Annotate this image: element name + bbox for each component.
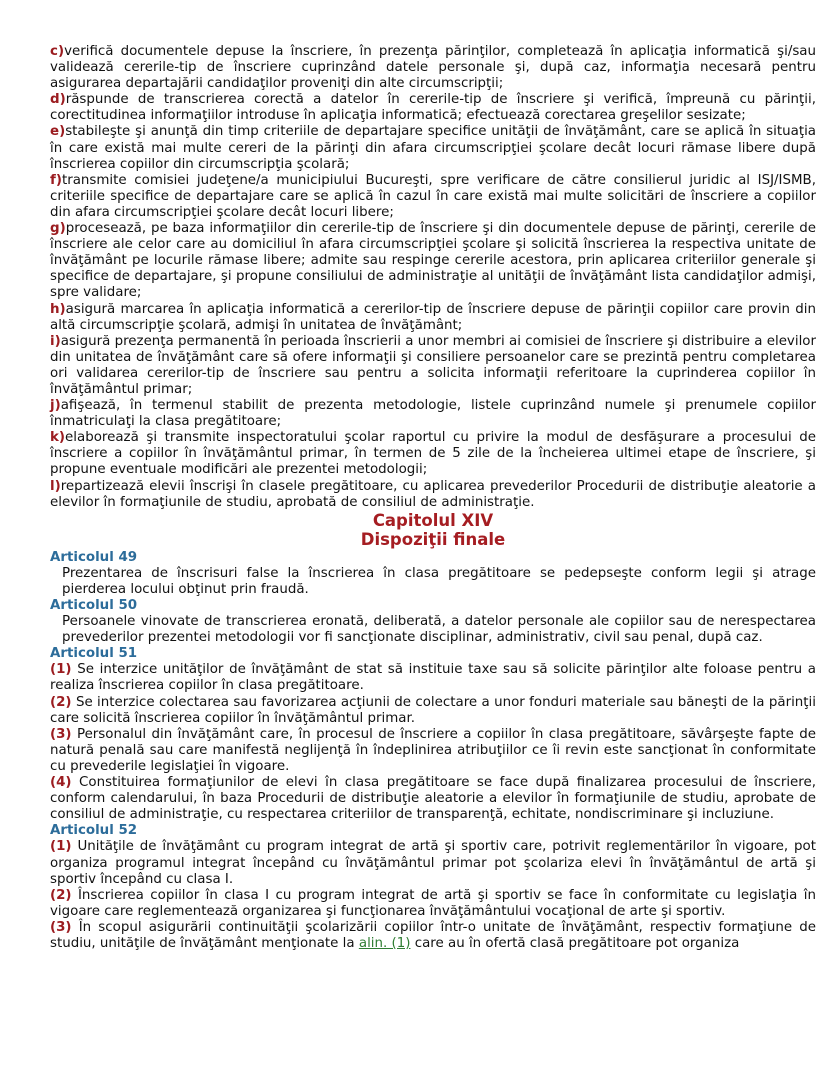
item-label: g) bbox=[50, 221, 66, 237]
list-item-l bbox=[50, 479, 816, 511]
paragraph-text: În scopul asigurării continuităţii şcolarizării copiilor într-o unitate de învăţământ, respectiv formaţiune de studiu, unităţile de învăţământ menţionate la bbox=[50, 919, 816, 951]
item-label: j) bbox=[50, 398, 61, 414]
article-51-paragraph-3 bbox=[50, 727, 816, 775]
article-50-title: Articolul 50 bbox=[50, 598, 138, 613]
item-text: transmite comisiei judeţene/a municipiului Bucureşti, spre verificare de către consilierul juridic al ISJ/ISMB, criteriile specifice de departajare care se aplică în cazul în care există mai multe solicitări de înscriere a copiilor din afara circumscripţiei şcolare decât locuri libere; bbox=[50, 172, 816, 220]
paragraph-label: (4) bbox=[50, 775, 72, 791]
item-label: h) bbox=[50, 301, 66, 317]
paragraph-text: Constituirea formaţiunilor de elevi în clasa pregătitoare se face după finalizarea procesului de înscriere, conform calendarului, în baza Procedurii de distribuţie aleatorie a elevilor în formaţiunile de studiu, aprobate de consiliul de administraţie, cu respectarea criteriilor de transparenţă, echitate, nondiscriminare şi incluziune. bbox=[50, 775, 816, 823]
list-item-k bbox=[50, 430, 816, 478]
article-51-paragraph-4 bbox=[50, 775, 816, 823]
item-label: i) bbox=[50, 333, 61, 349]
item-text: verifică documentele depuse la înscriere, în prezenţa părinţilor, completează în aplicaţia informatică şi/sau validează cererile-tip de înscriere cuprinzând datele personale şi, după caz, informaţia necesară pentru asigurarea departajării candidaţilor proveniţi din alte circumscripţii; bbox=[50, 44, 816, 92]
list-item-i bbox=[50, 334, 816, 398]
item-label: d) bbox=[50, 92, 66, 108]
chapter-number: Capitolul XIV bbox=[372, 510, 494, 530]
list-item-h bbox=[50, 302, 816, 334]
paragraph-text: Se interzice colectarea sau favorizarea acţiunii de colectare a unor fonduri materiale sau băneşti de la părinţii care solicită înscrierea copiilor în învăţământul primar. bbox=[50, 694, 816, 726]
paragraph-text: Se interzice unităţilor de învăţământ de stat să instituie taxe sau să solicite părinţilor alte foloase pentru a realiza înscrierea copiilor în clasa pregătitoare. bbox=[50, 662, 816, 694]
list-item-d bbox=[50, 92, 816, 124]
list-item-g bbox=[50, 221, 816, 301]
item-label: l) bbox=[50, 478, 61, 494]
item-label: f) bbox=[50, 172, 62, 188]
article-49-text: Prezentarea de înscrisuri false la înscrierea în clasa pregătitoare se pedepseşte conform legii şi atrage pierderea locului obţinut prin fraudă. bbox=[62, 565, 816, 597]
list-item-j bbox=[50, 398, 816, 430]
article-51-title: Articolul 51 bbox=[50, 646, 138, 662]
paragraph-label: (2) bbox=[50, 887, 72, 903]
article-49-title: Articolul 49 bbox=[50, 549, 138, 565]
item-text: asigură marcarea în aplicaţia informatică a cererilor-tip de înscriere depuse de părinţii copiilor care provin din altă circumscripţie şcolară, admişi în unitatea de învăţământ; bbox=[50, 301, 816, 333]
article-50-text: Persoanele vinovate de transcrierea eronată, deliberată, a datelor personale ale copiilor sau de nerespectarea prevederilor prezentei metodologii vor fi sancţionate disciplinar, administrativ, civil sau penal, după caz. bbox=[62, 614, 816, 646]
item-label: c) bbox=[50, 44, 65, 59]
item-text: procesează, pe baza informaţiilor din cererile-tip de înscriere şi din documentele depuse de părinţi, cererile de înscriere ale celor care au domiciliul în afara circumscripţiei şcolare şi solicită înscrierea la respectiva unitate de învăţământ pe locurile rămase libere; admite sau respinge cererile acestora, prin aplicarea criteriilor generale şi specifice de departajare, şi propune consiliului de administraţie al unităţii de învăţământ lista candidaţilor admişi, spre validare; bbox=[50, 221, 816, 301]
item-label: e) bbox=[50, 124, 66, 140]
paragraph-text: Personalul din învăţământ care, în procesul de înscriere a copiilor în clasa pregătitoare, săvârşeşte fapte de natură penală sau care manifestă neglijenţă în îndeplinirea atribuţiilor ce îi revin este sancţionat în conformitate cu prevederile legislaţiei în vigoare. bbox=[50, 726, 816, 774]
item-text: afişează, în termenul stabilit de prezenta metodologie, listele cuprinzând numele şi prenumele copiilor înmatriculaţi la clasa pregătitoare; bbox=[50, 398, 816, 430]
item-text: repartizează elevii înscrişi în clasele pregătitoare, cu aplicarea prevederilor Procedurii de distribuţie aleatorie a elevilor în formaţiunile de studiu, aprobată de consiliul de administraţie. bbox=[50, 478, 816, 510]
paragraph-text: Unităţile de învăţământ cu program integrat de artă şi sportiv care, potrivit reglementărilor în vigoare, pot organiza programul integrat începând cu învăţământul primar pot şcolariza elevi în învăţământul de artă şi sportiv începând cu clasa I. bbox=[50, 839, 816, 887]
paragraph-text: Înscrierea copiilor în clasa I cu program integrat de artă şi sportiv se face în conformitate cu legislaţia în vigoare care reglementează organizarea şi funcţionarea învăţământului vocaţional de arte şi sportiv. bbox=[50, 887, 816, 919]
article-52-paragraph-1 bbox=[50, 839, 816, 887]
paragraph-label: (1) bbox=[50, 662, 72, 678]
item-text: stabileşte şi anunţă din timp criteriile de departajare specifice unităţii de învăţământ, care se aplică în situaţia în care există mai multe cereri de la părinţi din afara circumscripţiei şcolare decât locuri rămase libere după înscrierea copiilor din circumscripţia şcolară; bbox=[50, 124, 816, 172]
article-52-title: Articolul 52 bbox=[50, 823, 138, 839]
article-51-paragraph-1 bbox=[50, 662, 816, 694]
paragraph-label: (2) bbox=[50, 694, 72, 710]
article-52-paragraph-2 bbox=[50, 888, 816, 920]
paragraph-label: (1) bbox=[50, 839, 72, 855]
paragraph-label: (3) bbox=[50, 726, 72, 742]
paragraph-label: (3) bbox=[50, 919, 72, 935]
article-51-paragraph-2 bbox=[50, 695, 816, 727]
alin-1-link[interactable]: alin. (1) bbox=[358, 935, 411, 951]
item-text: răspunde de transcrierea corectă a datelor în cererile-tip de înscriere şi verifică, împreună cu părinţii, corectitudinea informaţiilor introduse în aplicaţia informatică; efectuează corectarea greşelilor sesizate; bbox=[50, 92, 816, 124]
article-52-paragraph-3 bbox=[50, 920, 816, 952]
item-text: elaborează şi transmite inspectoratului şcolar raportul cu privire la modul de desfăşurare a procesului de înscriere a copiilor în învăţământul primar, în termen de 5 zile de la încheierea ultimei etape de înscriere, şi propune eventuale modificări ale prezentei metodologii; bbox=[50, 430, 816, 478]
list-item-e bbox=[50, 124, 816, 172]
item-label: k) bbox=[50, 430, 66, 446]
item-text: asigură prezenţa permanentă în perioada înscrierii a unor membri ai comisiei de înscriere şi distribuire a elevilor din unitatea de învăţământ care să ofere informaţii şi consiliere persoanelor care se prezintă pentru completarea ori validarea cererilor-tip de înscriere sau pentru a solicita informaţii referitoare la cuprinderea copiilor în învăţământul primar; bbox=[50, 333, 816, 397]
paragraph-text: care au în ofertă clasă pregătitoare pot organiza bbox=[410, 935, 740, 951]
list-item-f bbox=[50, 173, 816, 221]
list-item-c bbox=[50, 44, 816, 92]
chapter-title: Dispoziţii finale bbox=[360, 530, 506, 550]
